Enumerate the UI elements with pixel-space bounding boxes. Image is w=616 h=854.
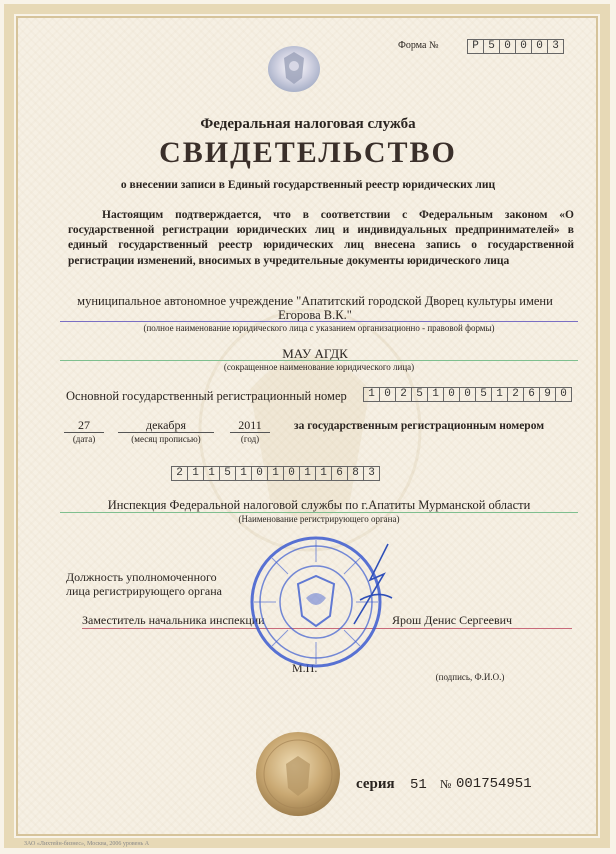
- series-value: 51: [410, 777, 427, 793]
- signatory-role-line1: Должность уполномоченного: [66, 570, 217, 584]
- ogrn-label: Основной государственный регистрационный номер: [66, 389, 347, 403]
- ogrn-digit: 5: [411, 387, 428, 402]
- ogrn-digit: 5: [475, 387, 492, 402]
- short-name-underline: [60, 360, 578, 361]
- reg-digit: 0: [283, 466, 300, 481]
- reg-digit: 2: [171, 466, 188, 481]
- ogrn-digit: 9: [539, 387, 556, 402]
- reg-digit: 1: [203, 466, 220, 481]
- ogrn-digit: 0: [379, 387, 396, 402]
- signatory-role-line2: лица регистрирующего органа: [66, 584, 222, 598]
- form-code-cell: 0: [499, 39, 516, 54]
- gold-seal-icon: [252, 728, 344, 820]
- reg-digit: 1: [187, 466, 204, 481]
- registering-authority: Инспекция Федеральной налоговой службы по г.Апатиты Мурманской области: [107, 498, 531, 512]
- series-label: серия: [356, 776, 395, 792]
- confirmation-paragraph: Настоящим подтверждается, что в соответствии с Федеральным законом «О государственной регистрации юридических лиц и индивидуальных предпринимателей» в единый государственный реестр юридических лиц внесена запись о государственной регистрации изменений, вносимых в учредительные документы юридического лица: [68, 209, 574, 267]
- hologram-emblem-icon: [266, 44, 322, 94]
- month-caption: (месяц прописью): [131, 434, 201, 444]
- ogrn-digit: 0: [459, 387, 476, 402]
- form-number-label: Форма №: [398, 40, 439, 51]
- date-month: декабря: [145, 418, 187, 432]
- reg-digit: 1: [267, 466, 284, 481]
- ogrn-boxes: [364, 387, 572, 402]
- ogrn-digit: 2: [507, 387, 524, 402]
- reg-digit: 8: [347, 466, 364, 481]
- document-subtitle: о внесении записи в Единый государственный реестр юридических лиц: [120, 179, 496, 191]
- authority-underline: [60, 512, 578, 513]
- reg-digit: 6: [331, 466, 348, 481]
- form-code-cell: 0: [531, 39, 548, 54]
- reg-digit: 5: [219, 466, 236, 481]
- day-underline: [64, 432, 104, 433]
- certificate-number: 001754951: [456, 776, 532, 792]
- reg-digit: 3: [363, 466, 380, 481]
- date-day: 27: [78, 418, 90, 432]
- form-code-boxes: [468, 39, 564, 54]
- signatory-name: Ярош Денис Сергеевич: [392, 613, 513, 627]
- year-underline: [230, 432, 270, 433]
- signatory-position: Заместитель начальника инспекции: [82, 613, 265, 627]
- ogrn-digit: 0: [443, 387, 460, 402]
- ogrn-digit: 1: [427, 387, 444, 402]
- form-code-cell: 0: [515, 39, 532, 54]
- ogrn-digit: 1: [363, 387, 380, 402]
- document-title: СВИДЕТЕЛЬСТВО: [159, 136, 457, 169]
- signature-caption: (подпись, Ф.И.О.): [435, 672, 505, 682]
- month-underline: [118, 432, 214, 433]
- form-code-cell: 5: [483, 39, 500, 54]
- authority-caption: (Наименование регистрирующего органа): [238, 514, 400, 524]
- ogrn-digit: 0: [555, 387, 572, 402]
- entity-full-name-line1: муниципальное автономное учреждение "Апатитский городской Дворец культуры имени: [77, 294, 553, 308]
- ogrn-digit: 1: [491, 387, 508, 402]
- entity-short-name: МАУ АГДК: [282, 346, 348, 361]
- entity-full-name-line2: Егорова В.К.": [278, 308, 352, 322]
- date-year: 2011: [238, 418, 262, 432]
- number-sign: №: [440, 777, 452, 791]
- printer-note: ЗАО «Лихтейн-бизнес», Москва, 2006 уровень А: [24, 841, 150, 847]
- reg-digit: 1: [299, 466, 316, 481]
- full-name-underline: [60, 321, 578, 322]
- year-caption: (год): [240, 434, 260, 444]
- form-code-cell: 3: [547, 39, 564, 54]
- reg-digit: 0: [251, 466, 268, 481]
- reg-number-boxes: [172, 466, 380, 481]
- reg-digit: 1: [235, 466, 252, 481]
- day-caption: (дата): [72, 434, 96, 444]
- full-name-caption: (полное наименование юридического лица с указанием организационно - правовой формы): [143, 323, 495, 333]
- seal-place-mark: М.П.: [292, 661, 318, 675]
- ogrn-digit: 2: [395, 387, 412, 402]
- reg-number-label: за государственным регистрационным номером: [294, 420, 545, 432]
- short-name-caption: (сокращенное наименование юридического лица): [223, 362, 415, 372]
- handwritten-signature-icon: [330, 540, 400, 630]
- ogrn-digit: 6: [523, 387, 540, 402]
- issuing-service: Федеральная налоговая служба: [200, 116, 416, 132]
- form-code-cell: Р: [467, 39, 484, 54]
- reg-digit: 1: [315, 466, 332, 481]
